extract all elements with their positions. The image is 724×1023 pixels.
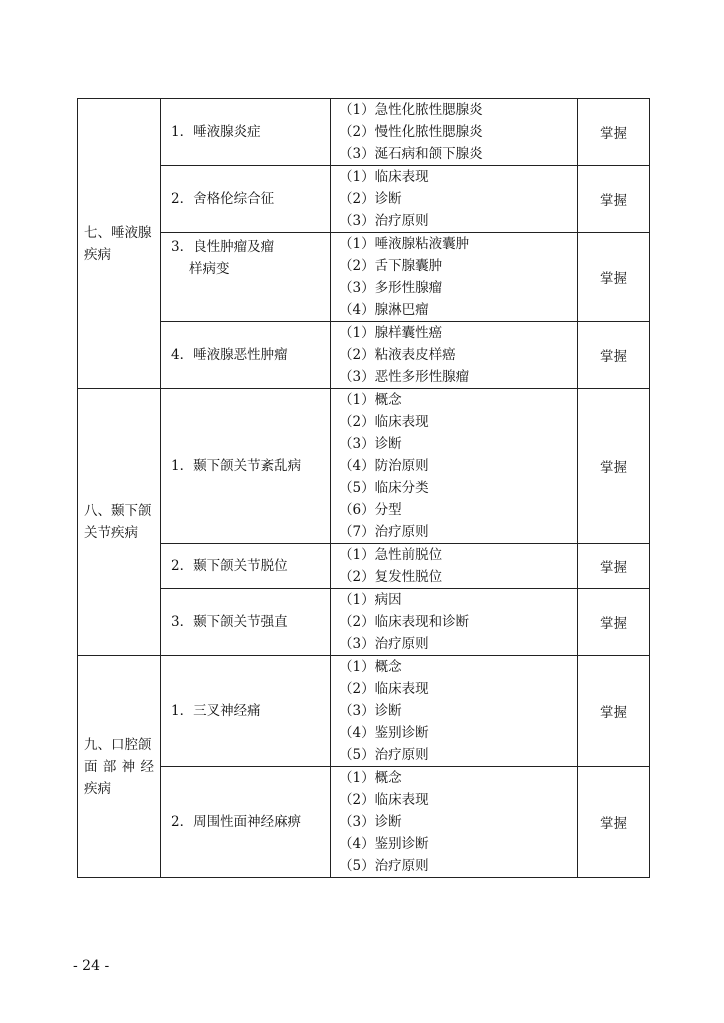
point-item: （2）粘液表皮样癌 bbox=[339, 347, 456, 363]
table-row bbox=[78, 166, 650, 233]
point-item: （3）治疗原则 bbox=[339, 636, 429, 652]
point-item: （1）概念 bbox=[339, 392, 402, 408]
topic-label: 样病变 bbox=[189, 261, 230, 277]
topic-cell bbox=[161, 389, 331, 544]
point-item: （1）急性前脱位 bbox=[339, 547, 443, 563]
category-cell bbox=[78, 656, 161, 878]
point-item: （2）临床表现和诊断 bbox=[339, 614, 470, 630]
points-cell bbox=[331, 656, 578, 767]
category-label: 七、唾液腺 bbox=[84, 224, 152, 241]
point-item: （2）临床表现 bbox=[339, 792, 429, 808]
points-cell bbox=[331, 589, 578, 656]
point-item: （1）病因 bbox=[339, 592, 402, 608]
topic-label: 1．颞下颌关节紊乱病 bbox=[171, 458, 302, 474]
category-label: 面部神经 bbox=[84, 758, 154, 775]
table-row bbox=[78, 233, 650, 322]
topic-cell bbox=[161, 589, 331, 656]
topic-cell bbox=[161, 656, 331, 767]
point-item: （3）诊断 bbox=[339, 436, 402, 452]
topic-label: 3．良性肿瘤及瘤 bbox=[171, 239, 275, 255]
table-row bbox=[78, 767, 650, 878]
requirement-cell: 掌握 bbox=[578, 233, 650, 322]
point-item: （2）慢性化脓性腮腺炎 bbox=[339, 124, 483, 140]
points-cell bbox=[331, 322, 578, 389]
topic-label: 1．唾液腺炎症 bbox=[171, 124, 261, 140]
requirement-cell: 掌握 bbox=[578, 656, 650, 767]
table-row bbox=[78, 322, 650, 389]
point-item: （5）临床分类 bbox=[339, 480, 429, 496]
point-item: （2）复发性脱位 bbox=[339, 569, 443, 585]
point-item: （3）治疗原则 bbox=[339, 213, 429, 229]
point-item: （1）腺样囊性癌 bbox=[339, 325, 443, 341]
requirement-cell: 掌握 bbox=[578, 99, 650, 166]
point-item: （4）防治原则 bbox=[339, 458, 429, 474]
page-number: - 24 - bbox=[73, 958, 110, 974]
point-item: （2）临床表现 bbox=[339, 681, 429, 697]
topic-label: 1．三叉神经痛 bbox=[171, 703, 261, 719]
point-item: （3）多形性腺瘤 bbox=[339, 280, 443, 296]
category-label: 关节疾病 bbox=[84, 525, 138, 541]
topic-cell bbox=[161, 767, 331, 878]
point-item: （1）概念 bbox=[339, 770, 402, 786]
requirement-cell: 掌握 bbox=[578, 544, 650, 589]
point-item: （3）恶性多形性腺瘤 bbox=[339, 369, 470, 385]
category-label: 八、颞下颌 bbox=[84, 503, 152, 519]
topic-cell bbox=[161, 99, 331, 166]
category-label: 疾病 bbox=[84, 780, 111, 797]
requirement-cell: 掌握 bbox=[578, 589, 650, 656]
point-item: （2）舌下腺囊肿 bbox=[339, 258, 443, 274]
topic-label: 3．颞下颌关节强直 bbox=[171, 614, 288, 630]
table-row bbox=[78, 656, 650, 767]
point-item: （5）治疗原则 bbox=[339, 747, 429, 763]
requirement-cell: 掌握 bbox=[578, 166, 650, 233]
point-item: （7）治疗原则 bbox=[339, 524, 429, 540]
topic-cell bbox=[161, 166, 331, 233]
points-cell bbox=[331, 233, 578, 322]
point-item: （3）诊断 bbox=[339, 814, 402, 830]
category-label: 疾病 bbox=[84, 246, 111, 263]
points-cell bbox=[331, 767, 578, 878]
topic-cell bbox=[161, 233, 331, 322]
requirement-cell: 掌握 bbox=[578, 322, 650, 389]
topic-label: 2．颞下颌关节脱位 bbox=[171, 558, 288, 574]
topic-label: 2．舍格伦综合征 bbox=[171, 191, 275, 207]
table-row bbox=[78, 99, 650, 166]
point-item: （2）诊断 bbox=[339, 191, 402, 207]
requirement-cell: 掌握 bbox=[578, 389, 650, 544]
point-item: （4）腺淋巴瘤 bbox=[339, 302, 429, 318]
point-item: （1）概念 bbox=[339, 659, 402, 675]
category-label: 九、口腔颌 bbox=[84, 736, 152, 753]
point-item: （1）急性化脓性腮腺炎 bbox=[339, 102, 483, 118]
category-cell bbox=[78, 389, 161, 656]
points-cell bbox=[331, 389, 578, 544]
table-row bbox=[78, 589, 650, 656]
point-item: （6）分型 bbox=[339, 502, 402, 518]
category-cell bbox=[78, 99, 161, 389]
topic-label: 2．周围性面神经麻痹 bbox=[171, 814, 302, 830]
point-item: （4）鉴别诊断 bbox=[339, 725, 429, 741]
topic-label: 4．唾液腺恶性肿瘤 bbox=[171, 347, 288, 363]
point-item: （4）鉴别诊断 bbox=[339, 836, 429, 852]
topic-cell bbox=[161, 544, 331, 589]
point-item: （1）临床表现 bbox=[339, 169, 429, 185]
requirement-cell: 掌握 bbox=[578, 767, 650, 878]
point-item: （3）诊断 bbox=[339, 703, 402, 719]
point-item: （2）临床表现 bbox=[339, 414, 429, 430]
syllabus-table bbox=[77, 98, 650, 878]
points-cell bbox=[331, 544, 578, 589]
point-item: （5）治疗原则 bbox=[339, 858, 429, 874]
point-item: （3）涎石病和颌下腺炎 bbox=[339, 146, 483, 162]
points-cell bbox=[331, 166, 578, 233]
topic-cell bbox=[161, 322, 331, 389]
points-cell bbox=[331, 99, 578, 166]
point-item: （1）唾液腺粘液囊肿 bbox=[339, 236, 470, 252]
table-row bbox=[78, 389, 650, 544]
table-row bbox=[78, 544, 650, 589]
